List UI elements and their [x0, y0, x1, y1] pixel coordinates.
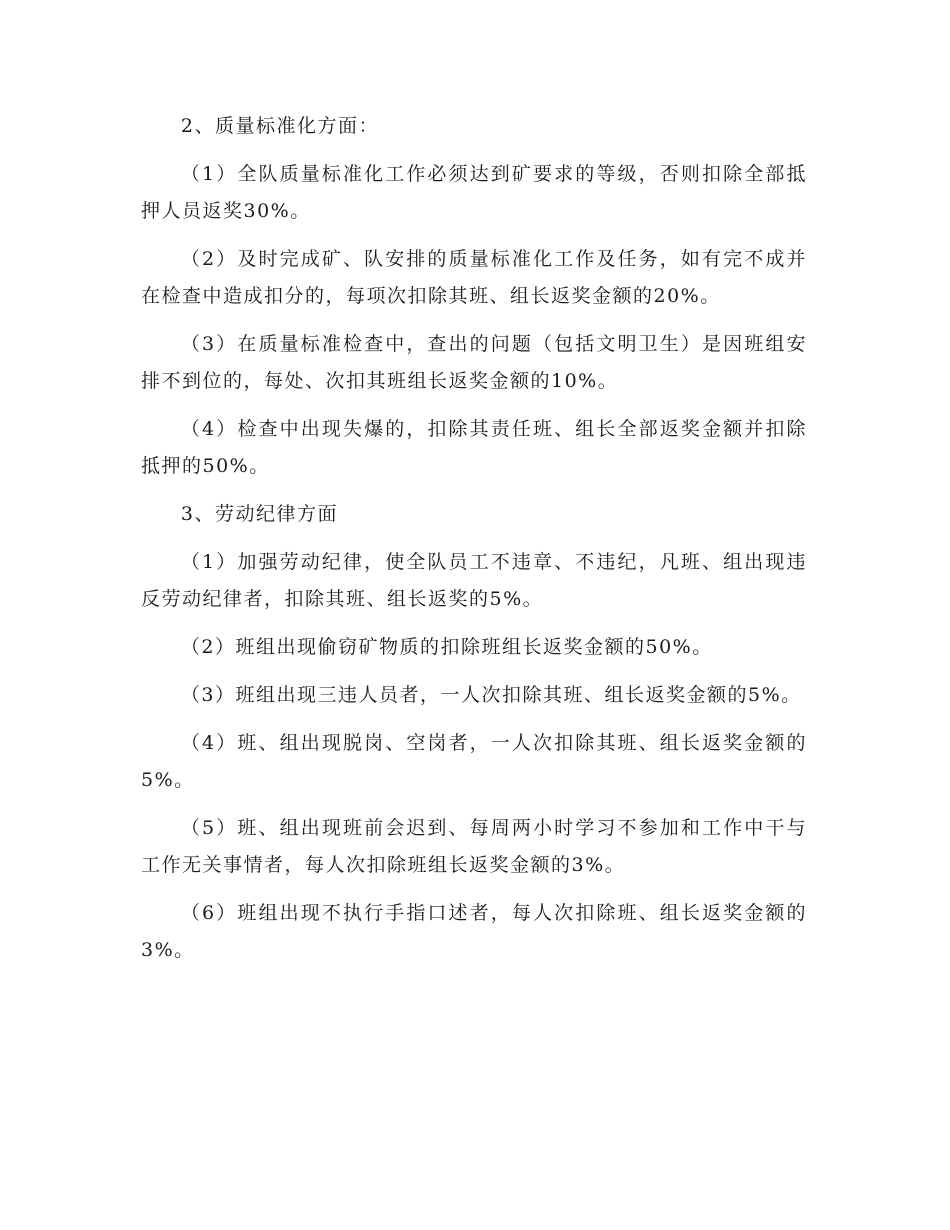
quality-item-2: （2）及时完成矿、队安排的质量标准化工作及任务，如有完不成并在检查中造成扣分的，每项次扣除其班、组长返奖金额的20%。: [141, 248, 807, 307]
section-heading-discipline: 3、劳动纪律方面: [180, 503, 338, 525]
section-heading-quality: 2、质量标准化方面：: [180, 115, 379, 137]
discipline-item-4: （4）班、组出现脱岗、空岗者，一人次扣除其班、组长返奖金额的5%。: [141, 732, 807, 791]
discipline-item-6: （6）班组出现不执行手指口述者，每人次扣除班、组长返奖金额的3%。: [141, 902, 807, 961]
discipline-item-1: （1）加强劳动纪律，使全队员工不违章、不违纪，凡班、组出现违反劳动纪律者，扣除其班、组长返奖的5%。: [141, 551, 807, 610]
quality-item-3: （3）在质量标准检查中，查出的问题（包括文明卫生）是因班组安排不到位的，每处、次扣其班组长返奖金额的10%。: [141, 333, 807, 392]
quality-item-4: （4）检查中出现失爆的，扣除其责任班、组长全部返奖金额并扣除抵押的50%。: [141, 418, 807, 477]
quality-item-1: （1）全队质量标准化工作必须达到矿要求的等级，否则扣除全部抵押人员返奖30%。: [141, 163, 807, 222]
document-body: [141, 108, 807, 980]
discipline-item-2: （2）班组出现偷窃矿物质的扣除班组长返奖金额的50%。: [180, 636, 713, 658]
discipline-item-3: （3）班组出现三违人员者，一人次扣除其班、组长返奖金额的5%。: [180, 684, 802, 706]
discipline-item-5: （5）班、组出现班前会迟到、每周两小时学习不参加和工作中干与工作无关事情者，每人次扣除班组长返奖金额的3%。: [141, 817, 807, 876]
